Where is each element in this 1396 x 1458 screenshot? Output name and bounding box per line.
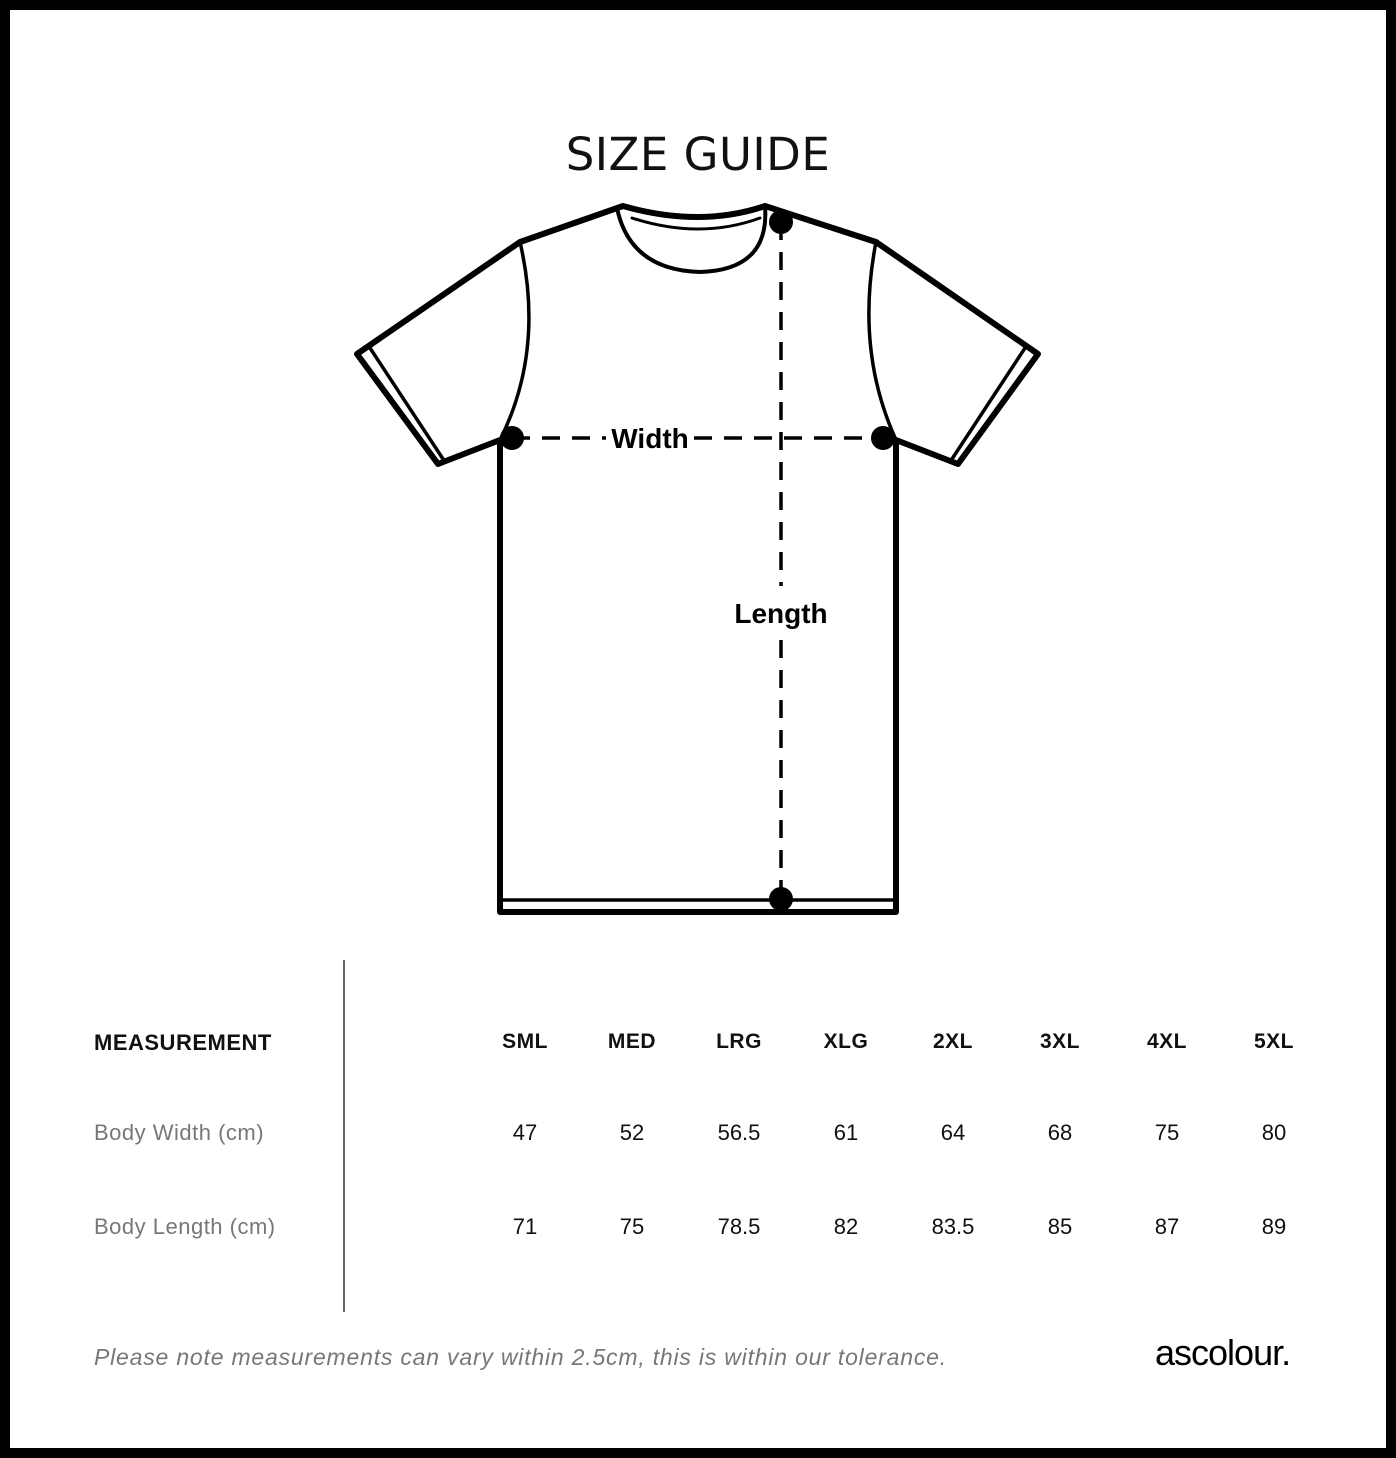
width-point-right (871, 426, 895, 450)
tolerance-note: Please note measurements can vary within 2.5cm, this is within our tolerance. (94, 1344, 947, 1370)
length-point-bottom (769, 887, 793, 911)
left-sleeve-seam (500, 242, 529, 440)
table-cell: 71 (512, 1214, 538, 1239)
table-cell: 83.5 (931, 1214, 975, 1239)
table-cell: 89 (1261, 1214, 1287, 1239)
page-title: SIZE GUIDE (565, 128, 831, 181)
table-cell: 52 (619, 1120, 645, 1145)
tshirt-outline (357, 206, 1038, 912)
table-divider (343, 960, 345, 1312)
table-cell: 75 (619, 1214, 645, 1239)
length-label: Length (734, 598, 828, 629)
measurement-header: MEASUREMENT (94, 1030, 272, 1055)
table-cell: 87 (1154, 1214, 1180, 1239)
table-cell: 80 (1261, 1120, 1287, 1145)
size-header: 2XL (932, 1030, 974, 1053)
right-sleeve-seam (869, 242, 896, 440)
width-label: Width (611, 423, 689, 454)
row-label-body-width: Body Width (cm) (94, 1120, 265, 1145)
table-cell: 56.5 (717, 1120, 761, 1145)
size-header: 5XL (1253, 1030, 1295, 1053)
brand-logo: ascolour. (1155, 1332, 1291, 1373)
size-header: MED (607, 1030, 657, 1053)
size-guide-card (10, 10, 1386, 1448)
length-point-top (769, 210, 793, 234)
size-header: XLG (823, 1030, 869, 1053)
table-cell: 64 (940, 1120, 966, 1145)
size-header: 4XL (1146, 1030, 1188, 1053)
table-cell: 61 (833, 1120, 859, 1145)
row-label-body-length: Body Length (cm) (94, 1214, 276, 1239)
table-cell: 47 (512, 1120, 538, 1145)
table-cell: 85 (1047, 1214, 1073, 1239)
size-header: SML (502, 1030, 548, 1053)
right-cuff (950, 348, 1025, 462)
width-point-left (500, 426, 524, 450)
table-cell: 78.5 (717, 1214, 761, 1239)
size-header: 3XL (1039, 1030, 1081, 1053)
table-cell: 68 (1047, 1120, 1073, 1145)
table-cell: 75 (1154, 1120, 1180, 1145)
left-cuff (370, 348, 445, 462)
table-cell: 82 (833, 1214, 859, 1239)
size-header: LRG (716, 1030, 762, 1053)
